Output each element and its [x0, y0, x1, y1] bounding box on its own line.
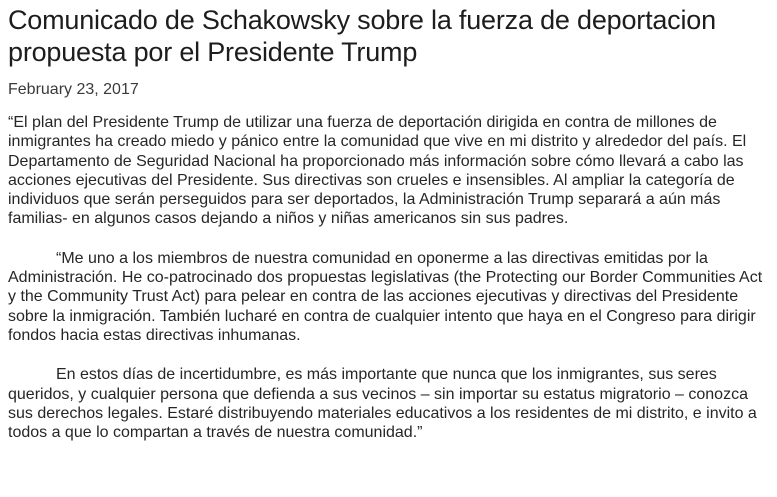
- article-paragraph: En estos días de incertidumbre, es más importante que nunca que los inmigrantes, sus seres queridos, y cualquier persona que defienda a sus vecinos – sin importar su estatus migratorio – conozca sus derechos legales. Estaré distribuyendo materiales educativos a los residentes de mi distrito, e invito a todos a que lo compartan a través de nuestra comunidad.”: [8, 366, 757, 442]
- article-body: [8, 113, 767, 442]
- article-paragraph: “Me uno a los miembros de nuestra comunidad en oponerme a las directivas emitidas por la Administración. He co-patrocinado dos propuestas legislativas (the Protecting our Border Communities Act y the Community Trust Act) para pelear en contra de las acciones ejecutivas y directivas del Presidente sobre la inmigración. También lucharé en contra de cualquier intento que haya en el Congreso para dirigir fondos hacia estas directivas inhumanas.: [8, 249, 763, 344]
- article-date: February 23, 2017: [8, 81, 139, 98]
- article-title: Comunicado de Schakowsky sobre la fuerza de deportacion propuesta por el Presidente Trump: [8, 5, 716, 67]
- article-paragraph: “El plan del Presidente Trump de utilizar una fuerza de deportación dirigida en contra de millones de inmigrantes ha creado miedo y pánico entre la comunidad que vive en mi distrito y alrededor del país. El Departamento de Seguridad Nacional ha proporcionado más información sobre cómo llevará a cabo las acciones ejecutivas del Presidente. Sus directivas son crueles e insensibles. Al ampliar la categoría de individuos que serán perseguidos para ser deportados, la Administración Trump separará a aún más familias- en algunos casos dejando a niños y niñas americanos sin sus padres.: [8, 114, 747, 228]
